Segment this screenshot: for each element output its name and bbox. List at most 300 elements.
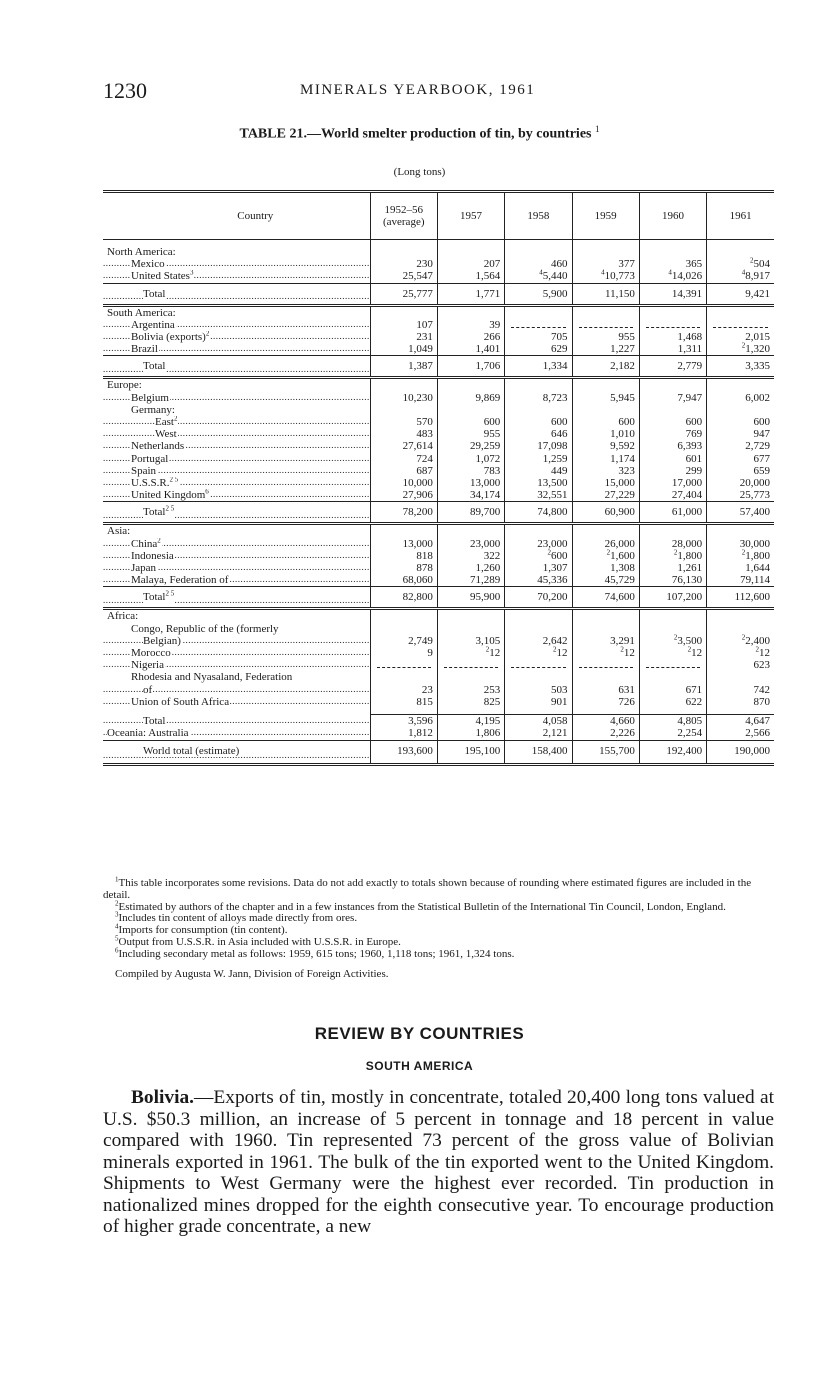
row-label: Bolivia (exports)$^2$ ..... <box>103 331 370 343</box>
cell-value: 13,000 <box>370 538 437 550</box>
row-label: World total (estimate) ..... <box>103 740 370 764</box>
cell-value: 2,729 <box>707 440 774 452</box>
cell-value: 947 <box>707 428 774 440</box>
footnote-marker: 2 <box>741 633 746 642</box>
column-header-year: 1961 <box>707 192 774 240</box>
cell-value <box>572 305 639 319</box>
row-label: of ..... <box>103 684 370 696</box>
no-data-dash <box>579 319 633 328</box>
cell-value <box>639 246 706 258</box>
cell-value: 192,400 <box>639 740 706 764</box>
cell-value <box>505 319 572 331</box>
table-row <box>103 477 774 489</box>
cell-value: 190,000 <box>707 740 774 764</box>
cell-value <box>437 659 504 671</box>
cell-value: 742 <box>707 684 774 696</box>
cell-value: 1,806 <box>437 727 504 740</box>
cell-value: 32,551 <box>505 489 572 502</box>
cell-value: 1,308 <box>572 562 639 574</box>
cell-value <box>505 305 572 319</box>
cell-value <box>505 524 572 538</box>
column-header-year: 1960 <box>639 192 706 240</box>
table-row <box>103 319 774 331</box>
cell-value: 1,706 <box>437 356 504 378</box>
cell-value <box>437 305 504 319</box>
cell-value: 74,800 <box>505 502 572 524</box>
row-label: Portugal ..... <box>103 453 370 465</box>
cell-value: 45,729 <box>572 574 639 587</box>
row-label: Total ..... <box>103 356 370 378</box>
cell-value: 623 <box>707 659 774 671</box>
cell-value: 1,049 <box>370 343 437 356</box>
cell-value: 89,700 <box>437 502 504 524</box>
cell-value: 155,700 <box>572 740 639 764</box>
cell-value: $^2$12 <box>707 647 774 659</box>
cell-value: 1,072 <box>437 453 504 465</box>
footnote-marker: 2 <box>485 645 490 654</box>
cell-value: 299 <box>639 465 706 477</box>
cell-value <box>639 305 706 319</box>
cell-value: 769 <box>639 428 706 440</box>
row-label: Morocco ..... <box>103 647 370 659</box>
total-row <box>103 502 774 524</box>
cell-value: 1,334 <box>505 356 572 378</box>
cell-value: 622 <box>639 696 706 708</box>
row-label: Belgian) ..... <box>103 635 370 647</box>
cell-value: 5,900 <box>505 283 572 305</box>
group-heading-row <box>103 609 774 623</box>
cell-value: 78,200 <box>370 502 437 524</box>
cell-value: 4,195 <box>437 715 504 728</box>
cell-value: 2,779 <box>639 356 706 378</box>
cell-value: 1,010 <box>572 428 639 440</box>
cell-value <box>437 404 504 416</box>
cell-value: 460 <box>505 258 572 270</box>
cell-value: 95,900 <box>437 587 504 609</box>
cell-value <box>707 524 774 538</box>
cell-value: 646 <box>505 428 572 440</box>
cell-value: 2,226 <box>572 727 639 740</box>
cell-value: $^2$600 <box>505 550 572 562</box>
cell-value: $^2$504 <box>707 258 774 270</box>
group-heading-row <box>103 378 774 392</box>
lead-term: Bolivia. <box>131 1087 195 1108</box>
cell-value: 17,098 <box>505 440 572 452</box>
cell-value: 1,174 <box>572 453 639 465</box>
row-label: United States$^3$ ..... <box>103 270 370 283</box>
row-label: Europe: <box>107 379 142 392</box>
compiled-by: Compiled by Augusta W. Jann, Division of Foreign Activities. <box>115 967 389 980</box>
footnote: $^6$Including secondary metal as follows: 1959, 615 tons; 1960, 1,118 tons; 1961, 1,324 tons. <box>115 946 515 960</box>
cell-value <box>505 671 572 683</box>
cell-value: 23 <box>370 684 437 696</box>
table-row <box>103 270 774 283</box>
cell-value: 23,000 <box>505 538 572 550</box>
cell-value: 4,647 <box>707 715 774 728</box>
cell-value: 483 <box>370 428 437 440</box>
footnote-marker: 2 <box>687 645 692 654</box>
row-label: Total$^{2 5}$ ..... <box>103 587 370 609</box>
table-row <box>103 392 774 404</box>
cell-value <box>707 246 774 258</box>
cell-value: $^2$12 <box>505 647 572 659</box>
cell-value <box>707 623 774 635</box>
group-heading-row <box>103 524 774 538</box>
cell-value: 4,660 <box>572 715 639 728</box>
cell-value: 1,307 <box>505 562 572 574</box>
cell-value: 724 <box>370 453 437 465</box>
row-label: U.S.S.R.$^{2 5}$ ..... <box>103 477 370 489</box>
no-data-dash <box>646 319 700 328</box>
section-heading: REVIEW BY COUNTRIES <box>314 1024 525 1043</box>
table-row <box>103 684 774 696</box>
footnote-marker: 4 <box>601 268 605 277</box>
row-label: Brazil ..... <box>103 343 370 356</box>
cell-value <box>370 378 437 392</box>
cell-value <box>707 671 774 683</box>
cell-value: 27,404 <box>639 489 706 502</box>
footnote-marker: 5 <box>115 934 119 943</box>
row-label: Mexico ..... <box>103 258 370 270</box>
no-data-dash <box>646 659 700 668</box>
cell-value: 1,812 <box>370 727 437 740</box>
cell-value: 10,230 <box>370 392 437 404</box>
cell-value: 1,644 <box>707 562 774 574</box>
cell-value: 20,000 <box>707 477 774 489</box>
footnote-marker: 2 <box>547 548 552 557</box>
cell-value <box>707 305 774 319</box>
cell-value: 1,387 <box>370 356 437 378</box>
table-row <box>103 440 774 452</box>
footnote-marker: 2 <box>553 645 557 654</box>
cell-value: 323 <box>572 465 639 477</box>
column-header-year: 1958 <box>505 192 572 240</box>
cell-value: 17,000 <box>639 477 706 489</box>
cell-value: $^2$1,800 <box>639 550 706 562</box>
footnote-marker: 2 <box>115 898 119 907</box>
page-number: 1230 <box>103 78 147 103</box>
footnote-marker: 6 <box>115 946 119 955</box>
cell-value <box>437 246 504 258</box>
cell-value: 1,564 <box>437 270 504 283</box>
no-data-dash <box>377 659 431 668</box>
cell-value <box>639 319 706 331</box>
cell-value <box>370 623 437 635</box>
cell-value <box>572 524 639 538</box>
row-label: Congo, Republic of the (formerly <box>131 622 279 635</box>
total-row <box>103 283 774 305</box>
footnote: $^4$Imports for consumption (tin content). <box>115 922 288 937</box>
table-row <box>103 727 774 740</box>
cell-value: 79,114 <box>707 574 774 587</box>
body-paragraph <box>103 1087 774 1238</box>
cell-value: 449 <box>505 465 572 477</box>
cell-value: 27,614 <box>370 440 437 452</box>
table-row <box>103 489 774 502</box>
cell-value: 30,000 <box>707 538 774 550</box>
footnote-marker: 2 <box>673 633 678 642</box>
cell-value: 677 <box>707 453 774 465</box>
production-table <box>103 190 774 766</box>
cell-value: $^2$1,600 <box>572 550 639 562</box>
total-row <box>103 356 774 378</box>
cell-value: $^4$10,773 <box>572 270 639 283</box>
row-label: Oceania: Australia ..... <box>103 727 370 740</box>
footnote: $^1$This table incorporates some revisions. Data do not add exactly to totals shown because of rounding where estimated figures are included in the detail. <box>103 875 752 901</box>
row-label: West ..... <box>103 428 370 440</box>
cell-value: $^2$1,320 <box>707 343 774 356</box>
table-header-row <box>103 192 774 240</box>
cell-value <box>707 404 774 416</box>
cell-value: 71,289 <box>437 574 504 587</box>
cell-value <box>572 246 639 258</box>
column-header-year: 1952–56 (average) <box>370 192 437 240</box>
footnote: $^2$Estimated by authors of the chapter and in a few instances from the Statistical Bulletin of the International Tin Council, London, England. <box>115 898 726 913</box>
cell-value: 207 <box>437 258 504 270</box>
cell-value: 82,800 <box>370 587 437 609</box>
cell-value <box>370 404 437 416</box>
footnote: $^5$Output from U.S.S.R. in Asia included with U.S.S.R. in Europe. <box>115 934 401 948</box>
cell-value: 57,400 <box>707 502 774 524</box>
cell-value: 818 <box>370 550 437 562</box>
cell-value: 11,150 <box>572 283 639 305</box>
cell-value: 230 <box>370 258 437 270</box>
table-row <box>103 635 774 647</box>
row-label: China$^2$ ..... <box>103 538 370 550</box>
footnote-marker: 3 <box>189 270 194 277</box>
table-row <box>103 696 774 708</box>
cell-value: 25,547 <box>370 270 437 283</box>
row-label: South America: <box>107 306 176 319</box>
cell-value: 629 <box>505 343 572 356</box>
cell-value: 14,391 <box>639 283 706 305</box>
cell-value <box>639 609 706 623</box>
cell-value: 570 <box>370 416 437 428</box>
cell-value: 2,642 <box>505 635 572 647</box>
cell-value: 1,227 <box>572 343 639 356</box>
cell-value: 29,259 <box>437 440 504 452</box>
table-row <box>103 453 774 465</box>
cell-value: 322 <box>437 550 504 562</box>
table-row <box>103 331 774 343</box>
cell-value: 4,058 <box>505 715 572 728</box>
cell-value <box>572 623 639 635</box>
row-label: Germany: <box>131 403 175 416</box>
cell-value: 45,336 <box>505 574 572 587</box>
row-label: Japan ..... <box>103 562 370 574</box>
cell-value <box>639 378 706 392</box>
cell-value <box>639 671 706 683</box>
cell-value: $^2$1,800 <box>707 550 774 562</box>
footnote-marker: 2 5 <box>165 589 175 598</box>
footnotes <box>103 875 774 980</box>
cell-value: 1,260 <box>437 562 504 574</box>
cell-value <box>572 659 639 671</box>
cell-value <box>639 524 706 538</box>
cell-value: 659 <box>707 465 774 477</box>
cell-value: 3,291 <box>572 635 639 647</box>
column-header-country: Country <box>103 192 370 240</box>
cell-value: 1,311 <box>639 343 706 356</box>
column-header-year: 1957 <box>437 192 504 240</box>
cell-value: 1,401 <box>437 343 504 356</box>
cell-value: 600 <box>707 416 774 428</box>
cell-value: 23,000 <box>437 538 504 550</box>
cell-value <box>505 404 572 416</box>
footnote-marker: 1 <box>115 875 119 884</box>
cell-value: 3,105 <box>437 635 504 647</box>
row-label: Netherlands ..... <box>103 440 370 452</box>
cell-value: 2,749 <box>370 635 437 647</box>
cell-value: 107 <box>370 319 437 331</box>
cell-value: 5,945 <box>572 392 639 404</box>
grand-total-row <box>103 740 774 764</box>
cell-value: 2,182 <box>572 356 639 378</box>
cell-value: 13,000 <box>437 477 504 489</box>
group-heading-row <box>103 246 774 258</box>
no-data-dash <box>579 659 633 668</box>
no-data-dash <box>713 319 768 328</box>
table-row <box>103 416 774 428</box>
cell-value <box>505 623 572 635</box>
cell-value <box>437 671 504 683</box>
cell-value: 955 <box>437 428 504 440</box>
cell-value <box>505 609 572 623</box>
cell-value: 825 <box>437 696 504 708</box>
table-row <box>103 428 774 440</box>
subsection-heading: SOUTH AMERICA <box>365 1059 474 1073</box>
cell-value: 25,773 <box>707 489 774 502</box>
cell-value: 1,468 <box>639 331 706 343</box>
footnote-marker: 2 5 <box>169 477 179 484</box>
cell-value: 2,254 <box>639 727 706 740</box>
no-data-dash <box>511 319 565 328</box>
cell-value <box>437 623 504 635</box>
footnote: $^3$Includes tin content of alloys made directly from ores. <box>115 910 358 925</box>
cell-value: 2,121 <box>505 727 572 740</box>
no-data-dash <box>444 659 498 668</box>
cell-value: 25,777 <box>370 283 437 305</box>
cell-value <box>437 378 504 392</box>
cell-value: 4,805 <box>639 715 706 728</box>
cell-value: 671 <box>639 684 706 696</box>
cell-value: 3,596 <box>370 715 437 728</box>
cell-value: 1,259 <box>505 453 572 465</box>
cell-value <box>437 609 504 623</box>
group-heading-row <box>103 404 774 416</box>
paragraph-text: —Exports of tin, mostly in concentrate, totaled 20,400 long tons valued at U.S. $50.3 million, an increase of 5 percent in tonnage and 18 percent in value compared with 1960. Tin represented 73 percent of the gross value of Bolivian minerals exported in 1961. The bulk of the tin exported went to the United Kingdom. Shipments to West Germany were the highest ever recorded. Tin production in nationalized mines dropped for the eighth consecutive year. To encourage production of higher grade concentrate, a new <box>103 1087 774 1237</box>
cell-value: 3,335 <box>707 356 774 378</box>
table-row <box>103 550 774 562</box>
cell-value: 878 <box>370 562 437 574</box>
cell-value: 9,421 <box>707 283 774 305</box>
cell-value <box>370 671 437 683</box>
cell-value <box>505 378 572 392</box>
row-label: Total ..... <box>103 283 370 305</box>
cell-value: 7,947 <box>639 392 706 404</box>
row-label: North America: <box>107 246 176 258</box>
cell-value <box>370 305 437 319</box>
cell-value: 870 <box>707 696 774 708</box>
cell-value: 60,900 <box>572 502 639 524</box>
cell-value: 27,906 <box>370 489 437 502</box>
column-header-year: 1959 <box>572 192 639 240</box>
cell-value: $^2$2,400 <box>707 635 774 647</box>
cell-value <box>572 378 639 392</box>
cell-value: 193,600 <box>370 740 437 764</box>
cell-value: 503 <box>505 684 572 696</box>
row-label: Malaya, Federation of ..... <box>103 574 370 587</box>
row-label: Asia: <box>107 525 131 538</box>
cell-value: 1,771 <box>437 283 504 305</box>
table-row <box>103 562 774 574</box>
cell-value <box>572 404 639 416</box>
footnote-marker: 3 <box>115 910 119 919</box>
row-label: Argentina ..... <box>103 319 370 331</box>
cell-value: 687 <box>370 465 437 477</box>
cell-value: 61,000 <box>639 502 706 524</box>
cell-value: 377 <box>572 258 639 270</box>
footnote-marker: 4 <box>115 922 119 931</box>
cell-value: 705 <box>505 331 572 343</box>
cell-value: 631 <box>572 684 639 696</box>
cell-value <box>572 319 639 331</box>
cell-value: 815 <box>370 696 437 708</box>
table-title: TABLE 21.—World smelter production of tin, by countries $^1$ <box>239 124 600 142</box>
cell-value <box>707 319 774 331</box>
cell-value: 28,000 <box>639 538 706 550</box>
row-label: Nigeria ..... <box>103 659 370 671</box>
row-label: Union of South Africa ..... <box>103 696 370 708</box>
cell-value: 231 <box>370 331 437 343</box>
cell-value: 600 <box>572 416 639 428</box>
cell-value: 2,015 <box>707 331 774 343</box>
footnote-marker: 2 <box>750 256 754 265</box>
row-label: Indonesia ..... <box>103 550 370 562</box>
cell-value: 601 <box>639 453 706 465</box>
row-label: Total ..... <box>103 715 370 728</box>
footnote-marker: 2 <box>620 645 624 654</box>
cell-value: 266 <box>437 331 504 343</box>
cell-value: 600 <box>639 416 706 428</box>
total-row <box>103 587 774 609</box>
group-heading-row <box>103 305 774 319</box>
cell-value: 6,393 <box>639 440 706 452</box>
footnote-marker: 2 <box>755 645 759 654</box>
footnote-marker: 4 <box>539 268 543 277</box>
footnote-marker: 2 <box>173 416 178 423</box>
cell-value: 726 <box>572 696 639 708</box>
cell-value <box>437 524 504 538</box>
cell-value: 600 <box>505 416 572 428</box>
row-label: Total$^{2 5}$ ..... <box>103 502 370 524</box>
footnote-marker: 2 <box>741 341 746 350</box>
cell-value: 600 <box>437 416 504 428</box>
cell-value <box>572 609 639 623</box>
cell-value <box>370 609 437 623</box>
cell-value: 955 <box>572 331 639 343</box>
table-row <box>103 647 774 659</box>
cell-value <box>572 671 639 683</box>
cell-value: $^4$8,917 <box>707 270 774 283</box>
table-row <box>103 343 774 356</box>
cell-value: 9,869 <box>437 392 504 404</box>
cell-value <box>505 246 572 258</box>
cell-value: 9,592 <box>572 440 639 452</box>
cell-value: 76,130 <box>639 574 706 587</box>
table-row <box>103 465 774 477</box>
cell-value: 253 <box>437 684 504 696</box>
